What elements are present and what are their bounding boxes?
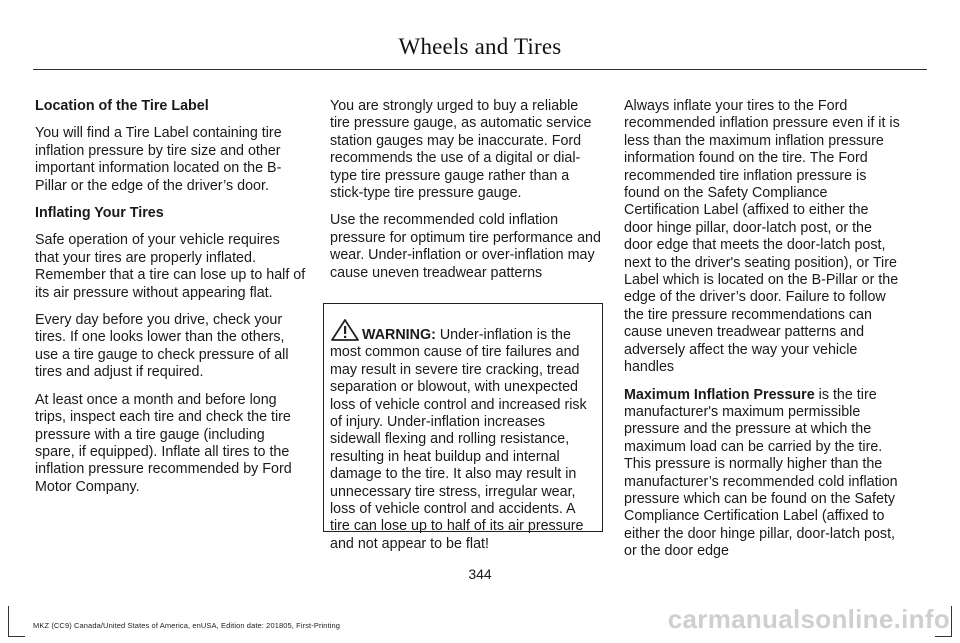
crop-mark-right (935, 606, 952, 637)
watermark-logo: carmanualsonline.info (667, 604, 950, 634)
column-right (624, 98, 900, 571)
edition-info: MKZ (CC9) Canada/United States of America, enUSA, Edition date: 201805, First-Printing (33, 621, 341, 630)
paragraph-max-inflation (624, 387, 900, 561)
page-number: 344 (468, 566, 492, 582)
paragraph: At least once a month and before long trips, inspect each tire and check the tire pressure with a tire gauge (including spare, if equipped). Inflate all tires to the inflation pressure recommended by Ford Motor Company. (35, 391, 292, 495)
header-divider (33, 69, 927, 70)
paragraph: Always inflate your tires to the Ford recommended inflation pressure even if it is less than the maximum inflation pressure information found on the tire. The Ford recommended tire inflation pressure is found on the Safety Compliance Certification Label (affixed to either the door hinge pillar, door-latch post, or the door edge that meets the door-latch post, next to the driver's seating position), or Tire Label which is located on the B-Pillar or the edge of the driver’s door. Failure to follow the tire pressure recommendations can cause uneven treadwear patterns and adversely affect the way your vehicle handles (624, 98, 900, 376)
paragraph: Safe operation of your vehicle requires that your tires are properly inflated. Remember that a tire can lose up to half of its air pressure without appearing flat. (35, 232, 306, 301)
warning-triangle-icon (330, 318, 360, 342)
warning-box (323, 303, 603, 552)
page-header-title: Wheels and Tires (398, 34, 562, 59)
paragraph: Every day before you drive, check your tires. If one looks lower than the others, use a tire gauge to check pressure of all tires and adjust if required. (35, 312, 289, 381)
column-middle (330, 98, 602, 292)
warning-label: WARNING: (362, 327, 436, 343)
paragraph-text: is the tire manufacturer's maximum permissible pressure and the pressure at which the maximum load can be carried by the tire. This pressure is normally higher than the manufacturer’s recommended cold inflation pressure which can be found on the Safety Compliance Certification Label (affixed to either the door hinge pillar, door-latch post, or the door edge (624, 386, 898, 560)
column-left (35, 98, 307, 506)
warning-text: Under-inflation is the most common cause of tire failures and may result in severe tire cracking, tread separation or blowout, with unexpected loss of vehicle control and increased risk of injury. Under-inflation increases sidewall flexing and rolling resistance, resulting in heat buildup and internal damage to the tire. It also may result in unnecessary tire stress, irregular wear, loss of vehicle control and accidents. A tire can lose up to half of its air pressure and not appear to be flat! (330, 327, 587, 552)
paragraph: You are strongly urged to buy a reliable tire pressure gauge, as automatic service station gauges may be inaccurate. Ford recommends the use of a digital or dial-type tire pressure gauge rather than a stick-type tire pressure gauge. (330, 98, 592, 202)
paragraph: Use the recommended cold inflation pressure for optimum tire performance and wear. Under-inflation or over-inflation may cause uneven treadwear patterns (330, 212, 601, 281)
term-max-inflation-pressure: Maximum Inflation Pressure (624, 386, 815, 403)
crop-mark-left (8, 606, 25, 637)
section-heading-inflating: Inflating Your Tires (35, 205, 164, 222)
paragraph: You will find a Tire Label containing tire inflation pressure by tire size and other important information located on the B-Pillar or the edge of the driver’s door. (35, 125, 282, 194)
section-heading-tire-label: Location of the Tire Label (35, 98, 209, 114)
